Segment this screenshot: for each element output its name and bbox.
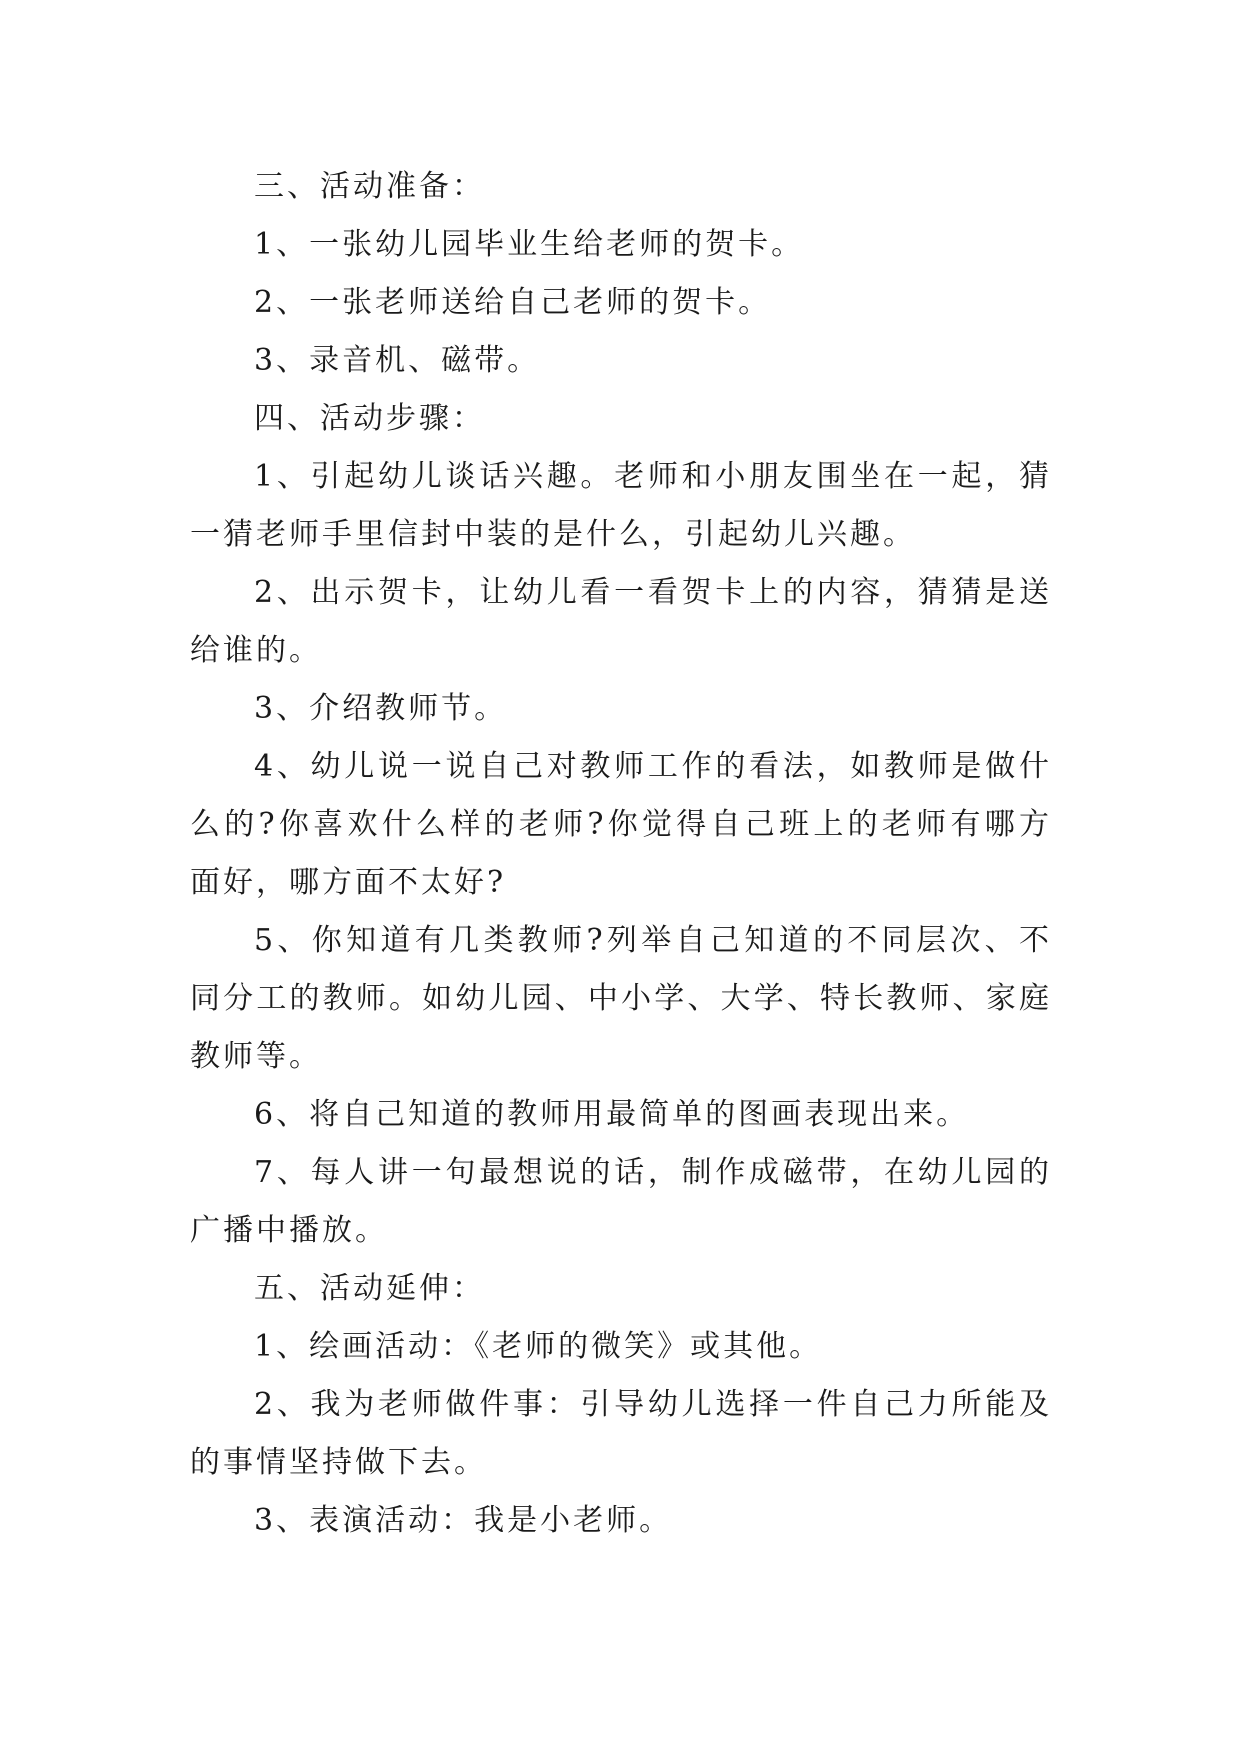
section-heading-steps: 四、活动步骤： xyxy=(254,401,485,436)
list-item: 4、幼儿说一说自己对教师工作的看法，如教师是做什么的?你喜欢什么样的老师?你觉得自己班上的老师有哪方面好，哪方面不太好? xyxy=(190,749,1052,900)
list-item: 3、介绍教师节。 xyxy=(254,691,508,726)
list-item: 2、我为老师做件事：引导幼儿选择一件自己力所能及的事情坚持做下去。 xyxy=(190,1387,1052,1480)
list-item: 3、表演活动：我是小老师。 xyxy=(254,1503,673,1538)
list-item: 6、将自己知道的教师用最简单的图画表现出来。 xyxy=(254,1097,970,1132)
list-item: 1、绘画活动：《老师的微笑》或其他。 xyxy=(254,1329,823,1364)
list-item: 1、一张幼儿园毕业生给老师的贺卡。 xyxy=(254,227,805,262)
list-item: 2、出示贺卡，让幼儿看一看贺卡上的内容，猜猜是送给谁的。 xyxy=(190,575,1052,668)
list-item: 1、引起幼儿谈话兴趣。老师和小朋友围坐在一起，猜一猜老师手里信封中装的是什么，引起幼儿兴趣。 xyxy=(190,459,1052,552)
list-item: 3、录音机、磁带。 xyxy=(254,343,541,378)
section-heading-preparation: 三、活动准备： xyxy=(254,169,485,204)
document-body xyxy=(190,158,1052,1550)
list-item: 2、一张老师送给自己老师的贺卡。 xyxy=(254,285,772,320)
list-item: 5、你知道有几类教师?列举自己知道的不同层次、不同分工的教师。如幼儿园、中小学、大学、特长教师、家庭教师等。 xyxy=(190,923,1052,1074)
section-heading-extension: 五、活动延伸： xyxy=(254,1271,485,1306)
list-item: 7、每人讲一句最想说的话，制作成磁带，在幼儿园的广播中播放。 xyxy=(190,1155,1052,1248)
